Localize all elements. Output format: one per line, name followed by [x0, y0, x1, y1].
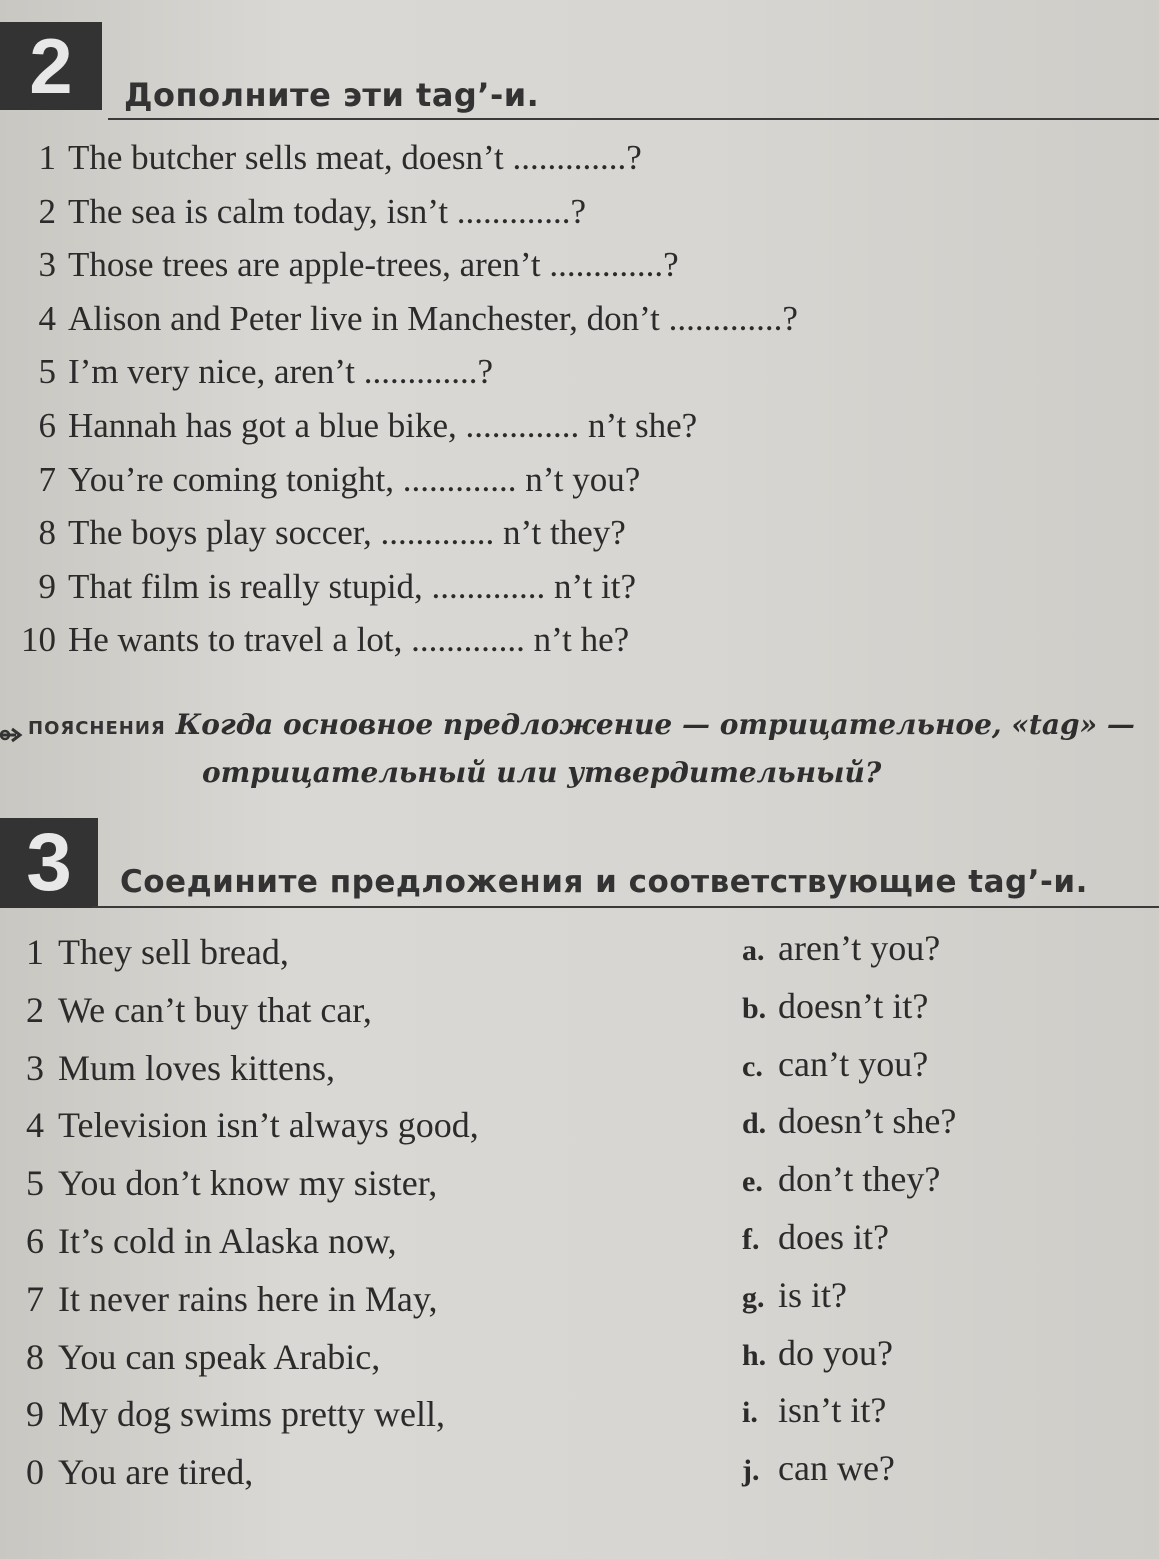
sentence-item — [0, 1452, 253, 1492]
item-text: He wants to travel a lot, ............. n’t he? — [68, 620, 630, 660]
item-text: I’m very nice, aren’t .............? — [68, 352, 494, 392]
sentence-item — [0, 932, 289, 972]
tag-option — [742, 1275, 847, 1318]
option-text: don’t they? — [778, 1159, 941, 1200]
option-letter: a. — [742, 934, 765, 967]
sentence-number: 7 — [26, 1278, 44, 1319]
sentence-item — [0, 990, 372, 1030]
sentence-number: 5 — [26, 1163, 44, 1204]
item-number: 8 — [38, 513, 56, 553]
sentence-item — [0, 1337, 380, 1377]
exercise-2-item — [0, 620, 629, 660]
option-text: aren’t you? — [778, 928, 941, 968]
item-text: Alison and Peter live in Manchester, don’t .............? — [68, 298, 798, 338]
sentence-text: You don’t know my sister, — [58, 1163, 438, 1204]
option-letter: j. — [742, 1454, 760, 1488]
tag-option — [742, 1044, 928, 1087]
tag-option — [742, 928, 940, 971]
tag-option — [742, 1448, 895, 1491]
explanation-note — [0, 708, 1135, 741]
item-text: The butcher sells meat, doesn’t .............? — [68, 138, 642, 177]
note-line-2-wrap — [202, 756, 881, 789]
item-text: You’re coming tonight, ............. n’t you? — [68, 459, 641, 499]
exercise-2-item — [0, 299, 798, 339]
option-text: isn’t it? — [778, 1390, 887, 1431]
exercise-2-item — [0, 352, 493, 392]
option-letter: b. — [742, 991, 767, 1025]
exercise-3-number: 3 — [0, 818, 98, 908]
exercise-2-title: Дополните эти tag’-и. — [124, 76, 540, 114]
sentence-text: My dog swims pretty well, — [58, 1394, 445, 1435]
option-text: is it? — [778, 1274, 847, 1315]
item-text: That film is really stupid, ............. n’t it? — [68, 566, 637, 606]
sentence-text: Mum loves kittens, — [58, 1047, 335, 1088]
sentence-text: You can speak Arabic, — [58, 1336, 381, 1377]
option-text: doesn’t it? — [778, 985, 929, 1026]
option-letter: e. — [742, 1165, 763, 1199]
sentence-item — [0, 1279, 438, 1319]
exercise-2-item — [0, 245, 679, 285]
item-number: 9 — [38, 566, 56, 606]
tag-option — [742, 1333, 893, 1376]
option-text: can’t you? — [778, 1043, 929, 1084]
option-letter: i. — [742, 1396, 758, 1430]
sentence-number: 4 — [26, 1105, 44, 1146]
item-number: 6 — [38, 406, 56, 445]
sentence-text: We can’t buy that car, — [58, 989, 372, 1030]
option-letter: d. — [742, 1107, 767, 1141]
item-number: 2 — [38, 191, 56, 231]
option-letter: h. — [742, 1338, 767, 1372]
sentence-text: It never rains here in May, — [58, 1278, 438, 1319]
note-line-1: Когда основное предложение — отрицательное, «tag» — — [175, 708, 1135, 741]
item-number: 5 — [38, 352, 56, 392]
sentence-item — [0, 1394, 445, 1434]
sentence-text: You are tired, — [58, 1452, 254, 1493]
item-text: Hannah has got a blue bike, ............. n’t she? — [68, 406, 698, 445]
option-letter: c. — [742, 1049, 763, 1083]
sentence-item — [0, 1048, 335, 1088]
tag-option — [742, 986, 928, 1029]
exercise-2-item — [0, 513, 626, 553]
sentence-number: 3 — [26, 1047, 44, 1088]
exercise-2-rule — [108, 118, 1159, 120]
tag-option — [742, 1390, 886, 1433]
sentence-number: 1 — [26, 932, 44, 972]
exercise-3-title: Соедините предложения и соответствующие tag’-и. — [120, 864, 1088, 900]
item-number: 7 — [38, 459, 56, 499]
item-number: 1 — [38, 138, 56, 177]
sentence-number: 8 — [26, 1336, 44, 1377]
item-number: 4 — [38, 298, 56, 338]
option-text: do you? — [778, 1332, 893, 1373]
item-number: 3 — [38, 245, 56, 285]
item-text: The boys play soccer, ............. n’t they? — [68, 513, 626, 553]
option-text: does it? — [778, 1217, 889, 1257]
exercise-2-item — [0, 406, 697, 446]
exercise-2-item — [0, 460, 640, 500]
item-text: Those trees are apple-trees, aren’t .............? — [68, 245, 679, 285]
tag-option — [742, 1217, 889, 1260]
exercise-2-number: 2 — [0, 22, 102, 110]
option-text: doesn’t she? — [778, 1101, 957, 1142]
tag-option — [742, 1101, 956, 1144]
option-text: can we? — [778, 1448, 895, 1489]
sentence-item — [0, 1221, 397, 1261]
exercise-3-rule — [92, 906, 1159, 908]
item-text: The sea is calm today, isn’t .............? — [68, 191, 587, 231]
sentence-text: Television isn’t always good, — [58, 1105, 479, 1146]
sentence-number: 2 — [26, 989, 44, 1030]
note-label: ПОЯСНЕНИЯ — [28, 718, 166, 739]
arrow-right-icon — [0, 718, 24, 736]
tag-option — [742, 1159, 940, 1202]
item-number: 10 — [21, 620, 56, 660]
sentence-number: 9 — [26, 1394, 44, 1435]
sentence-number: 0 — [26, 1452, 44, 1493]
sentence-item — [0, 1163, 437, 1203]
sentence-item — [0, 1105, 479, 1145]
exercise-2-item — [0, 138, 642, 178]
sentence-number: 6 — [26, 1221, 44, 1261]
exercise-2-item — [0, 192, 586, 232]
option-letter: g. — [742, 1280, 765, 1314]
exercise-2-item — [0, 567, 636, 607]
sentence-text: It’s cold in Alaska now, — [58, 1221, 397, 1261]
option-letter: f. — [742, 1223, 760, 1256]
sentence-text: They sell bread, — [58, 932, 289, 972]
note-line-2: отрицательный или утвердительный? — [202, 756, 882, 789]
